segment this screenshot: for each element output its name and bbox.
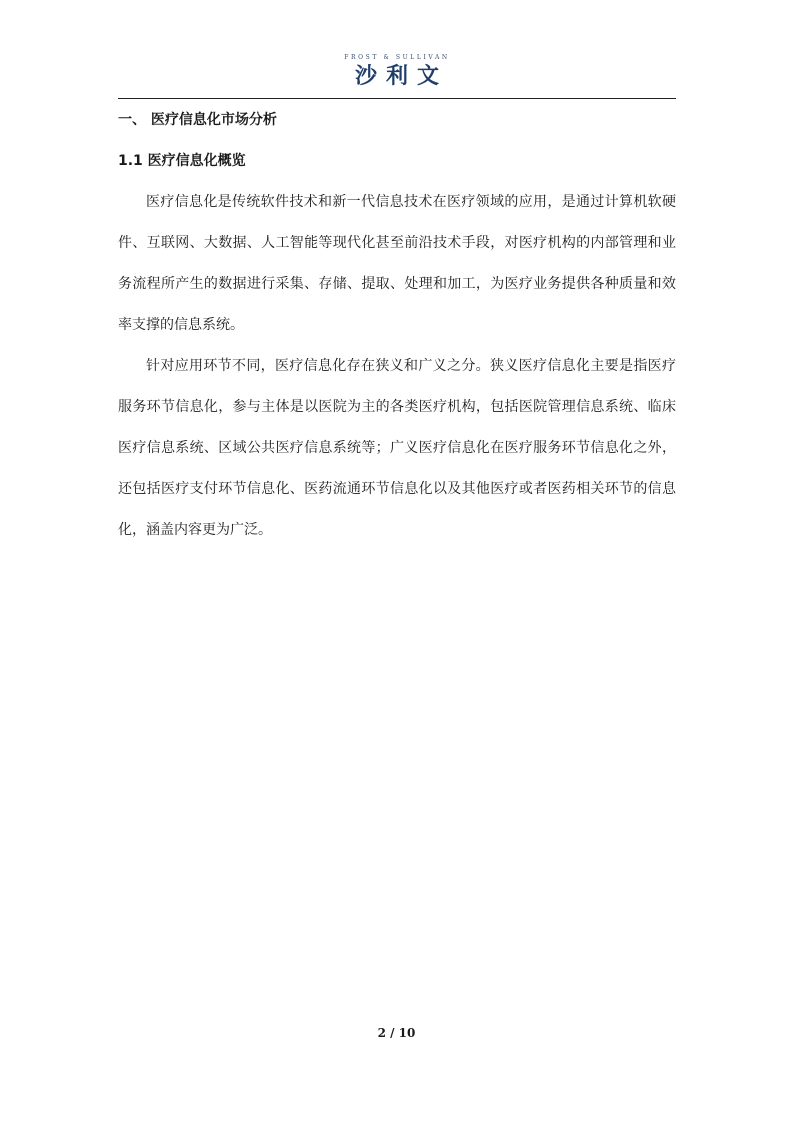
document-body: [118, 100, 676, 551]
page-number: 2 / 10: [377, 1026, 416, 1040]
subsection-heading: 1.1 医疗信息化概览: [118, 153, 246, 169]
section-heading: 一、 医疗信息化市场分析: [118, 112, 277, 128]
company-logo: [118, 52, 676, 90]
paragraph-overview: 医疗信息化是传统软件技术和新一代信息技术在医疗领域的应用，是通过计算机软硬件、互联网、大数据、人工智能等现代化甚至前沿技术手段，对医疗机构的内部管理和业务流程所产生的数据进行采集、存储、提取、处理和加工，为医疗业务提供各种质量和效率支撑的信息系统。: [118, 194, 676, 333]
page-header: [118, 52, 676, 99]
paragraph-scope: 针对应用环节不同，医疗信息化存在狭义和广义之分。狭义医疗信息化主要是指医疗服务环节信息化，参与主体是以医院为主的各类医疗机构，包括医院管理信息系统、临床医疗信息系统、区域公共医疗信息系统等；广义医疗信息化在医疗服务环节信息化之外，还包括医疗支付环节信息化、医药流通环节信息化以及其他医疗或者医药相关环节的信息化，涵盖内容更为广泛。: [118, 358, 676, 538]
logo-english-text: FROST & SULLIVAN: [344, 54, 450, 61]
logo-chinese-text: 沙利文: [354, 64, 448, 89]
